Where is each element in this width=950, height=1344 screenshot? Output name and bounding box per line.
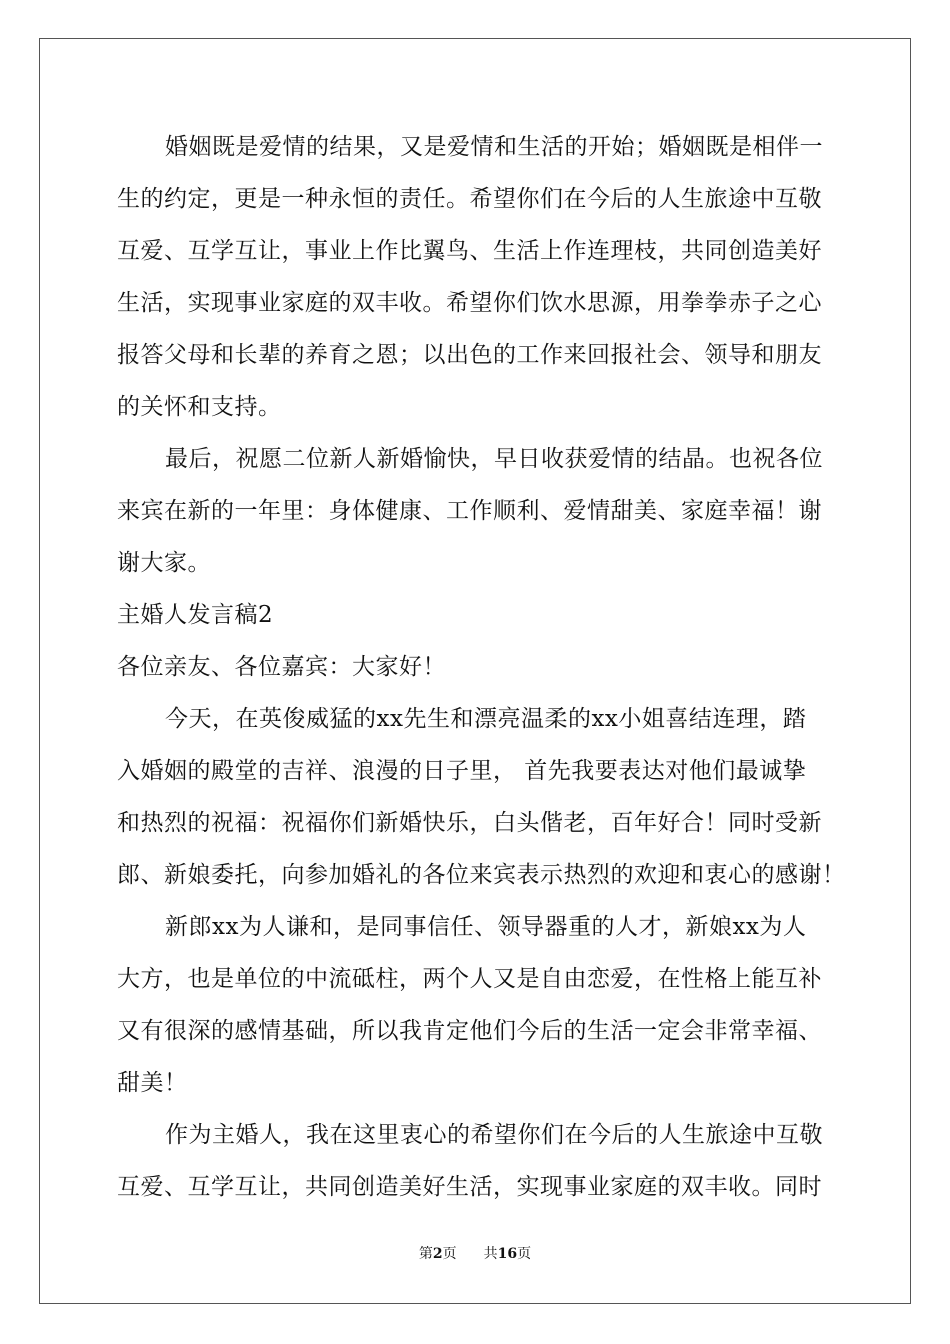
text-line: 今天，在英俊威猛的xx先生和漂亮温柔的xx小姐喜结连理，踏 [165,706,807,732]
text-line: 甜美！ [117,1070,188,1096]
section-heading: 主婚人发言稿2 [117,602,274,628]
text-line: 谢大家。 [117,550,211,576]
current-page: 2 [432,1246,443,1262]
text-line: 大方，也是单位的中流砥柱，两个人又是自由恋爱，在性格上能互补 [117,966,822,992]
text-line: 来宾在新的一年里：身体健康、工作顺利、爱情甜美、家庭幸福！谢 [117,498,822,524]
text-line: 入婚姻的殿堂的吉祥、浪漫的日子里， 首先我要表达对他们最诚挚 [117,758,807,784]
text-line: 郎、新娘委托，向参加婚礼的各位来宾表示热烈的欢迎和衷心的感谢！ [117,862,846,888]
page-footer [0,1244,950,1264]
salutation-line: 各位亲友、各位嘉宾：大家好！ [117,654,446,680]
text-line: 作为主婚人，我在这里衷心的希望你们在今后的人生旅途中互敬 [165,1122,823,1148]
page-prefix: 第 [418,1246,433,1262]
text-line: 互爱、互学互让，共同创造美好生活，实现事业家庭的双丰收。同时 [117,1174,822,1200]
text-line: 生活，实现事业家庭的双丰收。希望你们饮水思源，用拳拳赤子之心 [117,290,822,316]
text-line: 新郎xx为人谦和，是同事信任、领导器重的人才，新娘xx为人 [165,914,807,940]
page-total [484,1246,531,1262]
text-line: 的关怀和支持。 [117,394,282,420]
text-line: 生的约定，更是一种永恒的责任。希望你们在今后的人生旅途中互敬 [117,186,822,212]
text-line: 报答父母和长辈的养育之恩；以出色的工作来回报社会、领导和朋友 [117,342,822,368]
text-line: 和热烈的祝福：祝福你们新婚快乐，白头偕老，百年好合！同时受新 [117,810,822,836]
document-body [117,121,846,1213]
page-suffix: 页 [442,1246,457,1262]
text-line: 互爱、互学互让，事业上作比翼鸟、生活上作连理枝，共同创造美好 [117,238,822,264]
text-line: 最后，祝愿二位新人新婚愉快，早日收获爱情的结晶。也祝各位 [165,446,823,472]
total-prefix: 共 [483,1246,498,1262]
total-suffix: 页 [517,1246,532,1262]
page-number [419,1246,461,1262]
total-pages: 16 [497,1246,518,1262]
text-line: 又有很深的感情基础，所以我肯定他们今后的生活一定会非常幸福、 [117,1018,822,1044]
text-line: 婚姻既是爱情的结果，又是爱情和生活的开始；婚姻既是相伴一 [165,134,823,160]
